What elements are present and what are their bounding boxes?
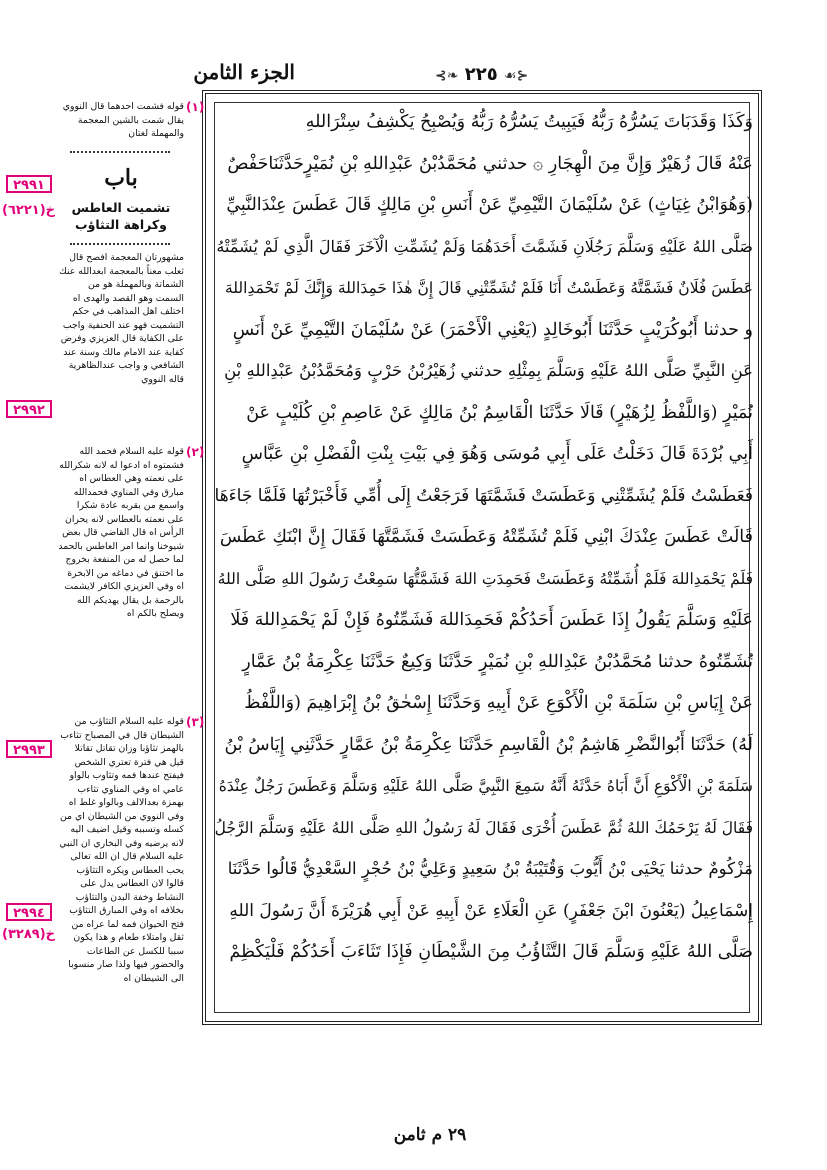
chapter-divider bbox=[70, 237, 170, 245]
hadith-text-line: فَلَمْ يَحْمَدِاللهَ فَلَمْ أُشَمِّتْهُ وَعَطَسَتْ فَحَمِدَتِ اللهَ فَشَمَّتُّهَا سَمِعْتُ رَسُولَ اللهِ صَلَّى اللهُ bbox=[217, 569, 753, 588]
hadith-text-line: إِسْمَاعِيلُ (يَعْنُونَ ابْنَ جَعْفَرٍ) عَنِ الْعَلَاءِ عَنْ أَبِيهِ عَنْ أَبِي هُرَيْرَةَ أَنَّ رَسُولَ اللهِ bbox=[229, 900, 753, 921]
chapter-title: تشميت العاطس وكراهة التثاؤب bbox=[71, 200, 171, 232]
hadith-text-line: عَنِ النَّبِيِّ صَلَّى اللهُ عَلَيْهِ وَسَلَّمَ بِمِثْلِهِ حدثني زُهَيْرُبْنُ حَرْبٍ وَمُحَمَّدُبْنُ عَبْدِاللهِ بْنِ bbox=[224, 361, 753, 380]
hadith-ref-2994: ٢٩٩٤ bbox=[6, 903, 52, 921]
hadith-text-line: صَلَّى اللهُ عَلَيْهِ وَسَلَّمَ رَجُلَانِ فَشَمَّتَ أَحَدَهُمَا وَلَمْ يُشَمِّتِ الْآخَرَ فَقَالَ الَّذِي لَمْ يُشَمِّتْهُ bbox=[216, 236, 753, 256]
hadith-ref-2991: ٢٩٩١ bbox=[6, 175, 52, 193]
note-2: قوله عليه السلام فحمد الله فشمتوه اه ادعوا له لانه شكرالله على نعمته وهي العطاس اه مبارق وفي المناوي فحمدالله واسمع من بقربه عادة شكرا على نعمته بالعطاس لانه يحران الرأس اه قال القاضي قال بعض شيوخنا وانما امر العاطس بالحمد لما حصل له من المنفعة بخروج ما اختنق في دماغه من الابخرة اه وفي العزيزي الكافر لايشمت بالرحمة بل يقال يهديكم الله ويصلح بالكم اه bbox=[58, 446, 184, 619]
hadith-text-line: تُشَمِّتُوهُ حدثنا مُحَمَّدُبْنُ عَبْدِاللهِ بْنِ نُمَيْرٍ حَدَّثَنَا وَكِيعٌ حَدَّثَنَا عِكْرِمَةُ بْنُ عَمَّارٍ bbox=[242, 651, 753, 672]
chapter-label: باب bbox=[104, 165, 138, 191]
hadith-text-line: صَلَّى اللهُ عَلَيْهِ وَسَلَّمَ قَالَ التَّثَاؤُبُ مِنَ الشَّيْطَانِ فَإِذَا تَثَاءَبَ أَحَدُكُمْ فَلْيَكْظِمْ bbox=[229, 942, 753, 962]
hadith-text-line: وَكَذَا وَقَدَبَاتَ يَسُرُّهُ رَبُّهُ فَيَبِيتُ يَسُرُّهُ رَبُّهُ وَيُصْبِحُ يَكْشِفُ سِتْرَاللهِ bbox=[305, 112, 753, 132]
page-number-value: ٢٢٥ bbox=[464, 64, 498, 85]
note-3-number: (٣) bbox=[186, 715, 205, 729]
note-1: قوله فشمت احدهما قال النووي يقال شمت بالشين المعجمة والمهملة لغتان bbox=[62, 101, 184, 139]
hadith-ref-2993: ٢٩٩٣ bbox=[6, 740, 52, 758]
hadith-text-line: قَالَتْ عَطَسَ عِنْدَكَ ابْنِي فَلَمْ تُشَمِّتْهُ وَعَطَسَتْ فَشَمَّتَّهَا فَقَالَ إِنَّ ابْنَكِ عَطَسَ bbox=[219, 527, 753, 547]
hadith-text-line: سَلَمَةَ بْنِ الْأَكْوَعِ أَنَّ أَبَاهُ حَدَّثَهُ أَنَّهُ سَمِعَ النَّبِيَّ صَلَّى اللهُ عَلَيْهِ وَسَلَّمَ وَعَطَسَ رَجُلٌ عِنْدَهُ bbox=[218, 777, 753, 795]
hadith-text-line: و حدثنا أَبُوكُرَيْبٍ حَدَّثَنَا أَبُوخَالِدٍ (يَعْنِي الْأَحْمَرَ) عَنْ سُلَيْمَانَ التَّيْمِيِّ عَنْ أَنَسٍ bbox=[232, 319, 753, 340]
hadith-text-line: فَقَالَ لَهُ يَرْحَمُكَ اللهُ ثُمَّ عَطَسَ أُخْرَى فَقَالَ لَهُ رَسُولُ اللهِ صَلَّى اللهُ عَلَيْهِ وَسَلَّمَ الرَّجُلُ bbox=[215, 818, 753, 837]
page-header bbox=[193, 58, 765, 94]
ornament-right-icon: ☙⊱ bbox=[504, 68, 529, 84]
note-divider bbox=[70, 145, 170, 153]
volume-title: الجزء الثامن bbox=[193, 60, 295, 84]
hadith-text-line: نُمَيْرٍ (وَاللَّفْظُ لِزُهَيْرٍ) قَالَا حَدَّثَنَا الْقَاسِمُ بْنُ مَالِكٍ عَنْ عَاصِمِ بْنِ كُلَيْبٍ عَنْ bbox=[246, 402, 753, 423]
hadith-text-line: مَزْكُومٌ حدثنا يَحْيَى بْنُ أَيُّوبَ وَقُتَيْبَةُ بْنُ سَعِيدٍ وَعَلِيُّ بْنُ حُجْرٍ السَّعْدِيُّ قَالُوا حَدَّثَنَا bbox=[227, 859, 753, 878]
page-footer: ٢٩ م ثامن bbox=[393, 1125, 467, 1145]
hadith-ref-2992: ٢٩٩٢ bbox=[6, 400, 52, 418]
note-2-number: (٢) bbox=[186, 445, 205, 459]
bukhari-ref-6221: خ(٦٢٢١) bbox=[2, 203, 56, 218]
hadith-text-line: عَنْهُ قَالَ زُهَيْرٌ وَإِنَّ مِنَ الْهِجَارِ ۞ حدثني مُحَمَّدُبْنُ عَبْدِاللهِ بْنِ نُمَيْرٍحَدَّثَنَاحَفْصٌ bbox=[227, 153, 753, 174]
hadith-text-line: عَنْ إِيَاسِ بْنِ سَلَمَةَ بْنِ الْأَكْوَعِ عَنْ أَبِيهِ وَحَدَّثَنَا إِسْحٰقُ بْنُ إِبْرَاهِيمَ (وَاللَّفْظُ bbox=[244, 693, 753, 713]
page-number bbox=[435, 64, 528, 85]
hadith-text-line: فَعَطَسْتُ فَلَمْ يُشَمِّتْنِي وَعَطَسَتْ فَشَمَّتَهَا فَرَجَعْتُ إِلَى أُمِّي فَأَخْبَرْتُهَا فَلَمَّا جَاءَهَا bbox=[215, 485, 753, 506]
note-3: قوله عليه السلام التثاؤب من الشيطان قال في المصباح تثاءب بالهمز تثاؤبا وزان تقاتل تقاتلا قيل هي فترة تعتري الشخص فيفتح عندها فمه وتثاوب بالواو عامي اه وفي المناوي تثاءب بهمزة بعدالالف وبالواو غلط اه وفي النووي من الشيطان اي من كسله وتسببه وقيل اضيف اليه لانه يرضيه وفي البخاري ان النبي عليه السلام قال ان الله تعالى يحب العطاس ويكره التثاؤب قالوا لان العطاس يدل على النشاط وخفة البدن والتثاؤب بخلافه اه وفي المبارق التثاؤب فتح الحيوان فمه لما عراه من ثقل وامتلاء طعام و هذا يكون سببا للكسل عن الطاعات والحضور فيها ولذا صار منسوبا الى الشيطان اه bbox=[59, 716, 184, 984]
hadith-text-line: (وَهُوَابْنُ غِيَاثٍ) عَنْ سُلَيْمَانَ التَّيْمِيِّ عَنْ أَنَسِ بْنِ مَالِكٍ قَالَ عَطَسَ عِنْدَالنَّبِيِّ bbox=[226, 195, 753, 215]
hadith-text-line: عَطَسَ فُلَانٌ فَشَمَّتَّهُ وَعَطَسْتُ أَنَا فَلَمْ تُشَمِّتْنِي قَالَ إِنَّ هٰذَا حَمِدَاللهَ وَإِنَّكَ لَمْ تَحْمَدِاللهَ bbox=[224, 279, 753, 297]
hadith-text-line: عَلَيْهِ وَسَلَّمَ يَقُولُ إِذَا عَطَسَ أَحَدُكُمْ فَحَمِدَاللهَ فَشَمِّتُوهُ فَإِنْ لَمْ يَحْمَدِاللهَ فَلَا bbox=[230, 610, 753, 630]
ornament-left-icon: ⊰❧ bbox=[435, 68, 459, 84]
margin-notes bbox=[0, 95, 205, 1055]
note-1-number: (١) bbox=[186, 100, 205, 114]
hadith-text-line: لَهُ) حَدَّثَنَا أَبُوالنَّضْرِ هَاشِمُ بْنُ الْقَاسِمِ حَدَّثَنَا عِكْرِمَةُ بْنُ عَمَّارٍ حَدَّثَنِي إِيَاسُ بْنُ bbox=[224, 734, 753, 755]
bukhari-ref-3289: خ(٣٢٨٩) bbox=[2, 927, 56, 942]
hadith-text-line: أَبِي بُرْدَةَ قَالَ دَخَلْتُ عَلَى أَبِي مُوسَى وَهُوَ فِي بَيْتِ بِنْتِ الْفَضْلِ بْنِ عَبَّاسٍ bbox=[241, 444, 753, 464]
note-1-continued: مشهورتان المعجمة افصح قال ثعلب معناً بالمعجمة ابعدالله عنك الشماتة وبالمهملة هو من السمت وهو القصد والهدى اه اختلف اهل المذاهب في حكم التشميت فهو عند الحنفية واجب على الكفاية قال العزيزي وفرض كفاية عند الامام مالك وسنة عند الشافعي و واجب عندالظاهرية قاله النووي bbox=[59, 252, 184, 385]
